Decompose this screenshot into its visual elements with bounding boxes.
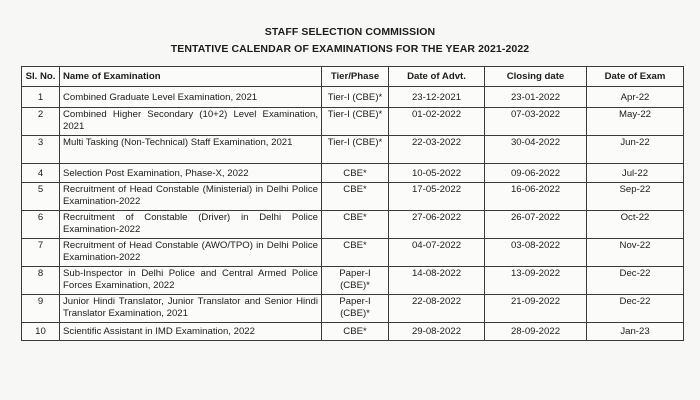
advt-date-cell: 23-12-2021 [389,87,485,108]
table-row [22,239,684,267]
exam-date-cell: Jul-22 [587,164,684,183]
closing-date-cell: 23-01-2022 [485,87,587,108]
advt-date-cell: 01-02-2022 [389,108,485,136]
table-row [22,295,684,323]
advt-date-cell: 04-07-2022 [389,239,485,267]
exam-name-cell: Combined Higher Secondary (10+2) Level Examination, 2021 [60,108,322,136]
table-row [22,267,684,295]
advt-date-cell: 22-08-2022 [389,295,485,323]
table-row [22,108,684,136]
sl-no-cell: 9 [22,295,60,323]
table-row [22,183,684,211]
exam-date-cell: Apr-22 [587,87,684,108]
exam-date-cell: Jun-22 [587,136,684,164]
tier-cell: Tier-I (CBE)* [322,108,389,136]
exam-name-cell: Junior Hindi Translator, Junior Translator and Senior Hindi Translator Examination, 2021 [60,295,322,323]
exam-name-cell: Selection Post Examination, Phase-X, 2022 [60,164,322,183]
sl-no-cell: 7 [22,239,60,267]
closing-date-cell: 07-03-2022 [485,108,587,136]
header-date-of-exam: Date of Exam [587,67,684,87]
sl-no-cell: 2 [22,108,60,136]
closing-date-cell: 30-04-2022 [485,136,587,164]
closing-date-cell: 03-08-2022 [485,239,587,267]
exam-name-cell: Recruitment of Head Constable (AWO/TPO) in Delhi Police Examination-2022 [60,239,322,267]
header-closing-date: Closing date [485,67,587,87]
sl-no-cell: 10 [22,323,60,341]
sl-no-cell: 5 [22,183,60,211]
table-row [22,323,684,341]
exam-date-cell: Nov-22 [587,239,684,267]
exam-calendar-table [21,66,684,341]
closing-date-cell: 13-09-2022 [485,267,587,295]
tier-cell: Paper-I (CBE)* [322,267,389,295]
tier-cell: CBE* [322,211,389,239]
exam-name-cell: Recruitment of Head Constable (Ministerial) in Delhi Police Examination-2022 [60,183,322,211]
tier-cell: CBE* [322,239,389,267]
closing-date-cell: 21-09-2022 [485,295,587,323]
exam-date-cell: Sep-22 [587,183,684,211]
header-sl-no: Sl. No. [22,67,60,87]
exam-name-cell: Scientific Assistant in IMD Examination, 2022 [60,323,322,341]
advt-date-cell: 27-06-2022 [389,211,485,239]
closing-date-cell: 16-06-2022 [485,183,587,211]
exam-date-cell: Jan-23 [587,323,684,341]
exam-name-cell: Multi Tasking (Non-Technical) Staff Examination, 2021 [60,136,322,164]
sl-no-cell: 1 [22,87,60,108]
exam-name-cell: Sub-Inspector in Delhi Police and Central Armed Police Forces Examination, 2022 [60,267,322,295]
sl-no-cell: 3 [22,136,60,164]
tier-cell: Paper-I (CBE)* [322,295,389,323]
closing-date-cell: 28-09-2022 [485,323,587,341]
advt-date-cell: 10-05-2022 [389,164,485,183]
closing-date-cell: 26-07-2022 [485,211,587,239]
calendar-title: TENTATIVE CALENDAR OF EXAMINATIONS FOR THE YEAR 2021-2022 [170,43,530,55]
advt-date-cell: 17-05-2022 [389,183,485,211]
tier-cell: Tier-I (CBE)* [322,87,389,108]
sl-no-cell: 6 [22,211,60,239]
exam-date-cell: May-22 [587,108,684,136]
table-row [22,136,684,164]
tier-cell: CBE* [322,164,389,183]
sl-no-cell: 8 [22,267,60,295]
advt-date-cell: 29-08-2022 [389,323,485,341]
commission-title: STAFF SELECTION COMMISSION [264,26,436,38]
tier-cell: Tier-I (CBE)* [322,136,389,164]
header-name-of-examination: Name of Examination [60,67,322,87]
exam-name-cell: Recruitment of Constable (Driver) in Delhi Police Examination-2022 [60,211,322,239]
exam-date-cell: Dec-22 [587,295,684,323]
exam-date-cell: Oct-22 [587,211,684,239]
tier-cell: CBE* [322,183,389,211]
table-row [22,87,684,108]
table-header-row [22,67,684,87]
advt-date-cell: 14-08-2022 [389,267,485,295]
sl-no-cell: 4 [22,164,60,183]
table-row [22,211,684,239]
exam-date-cell: Dec-22 [587,267,684,295]
header-date-of-advt: Date of Advt. [389,67,485,87]
exam-name-cell: Combined Graduate Level Examination, 2021 [60,87,322,108]
header-tier-phase: Tier/Phase [322,67,389,87]
table-row [22,164,684,183]
advt-date-cell: 22-03-2022 [389,136,485,164]
tier-cell: CBE* [322,323,389,341]
closing-date-cell: 09-06-2022 [485,164,587,183]
